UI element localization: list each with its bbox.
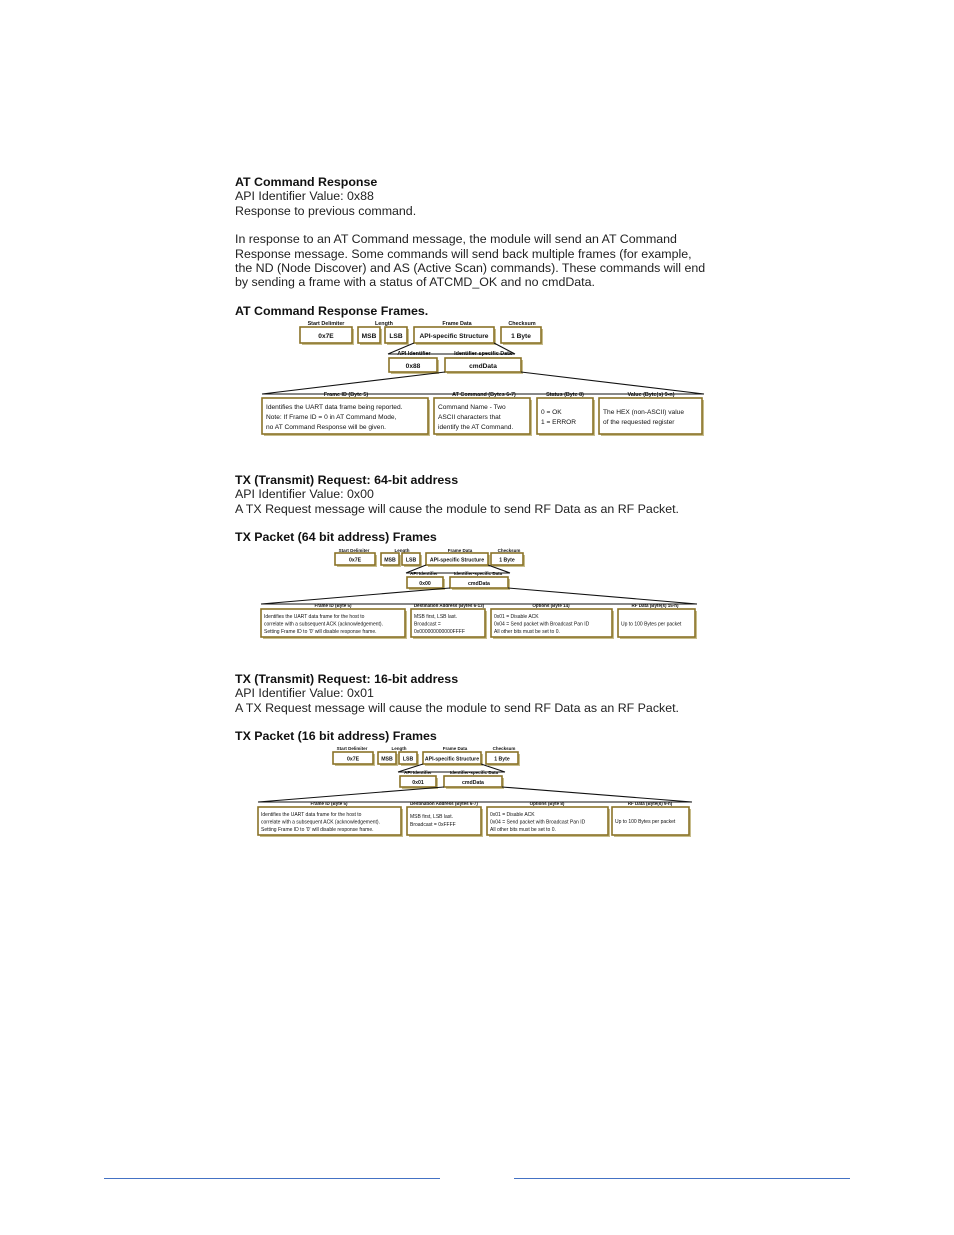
paragraph-line: In response to an AT Command message, the module will send an AT Command <box>235 232 677 247</box>
box-text: 0x7E <box>318 333 334 340</box>
field-destination-address <box>407 807 481 835</box>
label-start-delimiter: Start Delimiter <box>307 321 345 327</box>
field-line: Broadcast = <box>414 621 441 628</box>
label-identifier-specific-data: Identifier-specific Data <box>453 571 503 576</box>
box-text: LSB <box>405 557 417 564</box>
box-text: 0x01 <box>412 780 424 786</box>
field-line: Note: If Frame ID = 0 in AT Command Mode, <box>266 414 397 421</box>
section-subtitle: Response to previous command. <box>235 203 417 218</box>
field-line: Setting Frame ID to '0' will disable response frame. <box>261 827 374 833</box>
label-checksum: Checksum <box>497 548 521 553</box>
field-line: Broadcast = 0xFFFF <box>410 822 456 828</box>
box-text: MSB <box>384 557 396 564</box>
box-text: API-specific Structure <box>429 557 485 564</box>
section-subtitle: A TX Request message will cause the module to send RF Data as an RF Packet. <box>235 700 679 715</box>
section-title: TX (Transmit) Request: 16-bit address <box>235 672 459 686</box>
box-text: 0x00 <box>419 581 431 587</box>
footer-rule-right <box>514 1178 850 1179</box>
label-identifier-specific-data: Identifier-specific Data <box>449 770 499 775</box>
field-line: Setting Frame ID to '0' will disable response frame. <box>264 629 377 635</box>
field-line: Identifies the UART data frame for the host to <box>264 614 365 620</box>
field-line: Identifies the UART data frame being reported. <box>266 404 403 411</box>
label-start-delimiter: Start Delimiter <box>338 548 370 553</box>
section-subtitle: A TX Request message will cause the module to send RF Data as an RF Packet. <box>235 501 679 516</box>
label-rf-data: RF Data (Byte(s) 15-n) <box>631 603 679 608</box>
field-line: 0x04 = Send packet with Broadcast Pan ID <box>494 621 590 628</box>
label-api-identifier: API Identifier <box>410 571 438 576</box>
field-line: 0x01 = Disable ACK <box>490 812 535 818</box>
label-frame-id: Frame ID (Byte 5) <box>310 801 348 806</box>
box-text: cmdData <box>469 363 497 370</box>
label-frame-data: Frame Data <box>442 746 468 751</box>
box-text: 0x7E <box>348 557 362 564</box>
box-text: MSB <box>361 333 377 340</box>
frames-heading: TX Packet (64 bit address) Frames <box>235 530 437 544</box>
box-text: 1 Byte <box>499 557 515 564</box>
label-length: Length <box>391 746 407 751</box>
api-identifier-value: API Identifier Value: 0x00 <box>235 487 374 502</box>
label-identifier-specific-data: Identifier-specific Data <box>454 351 512 357</box>
diagram-at-command-response <box>262 321 704 436</box>
label-options: Options (Byte 8) <box>529 801 565 806</box>
frames-heading: AT Command Response Frames. <box>235 304 429 318</box>
field-line: Up to 100 Bytes per packet <box>615 819 676 825</box>
field-line: MSB first, LSB last. <box>410 814 454 820</box>
paragraph-line: by sending a frame with a status of ATCMD_OK and no cmdData. <box>235 275 595 290</box>
field-line: All other bits must be set to 0. <box>494 629 560 635</box>
field-line: no AT Command Response will be given. <box>266 424 386 431</box>
field-line: MSB first, LSB last. <box>414 614 458 620</box>
api-identifier-value: API Identifier Value: 0x01 <box>235 686 374 701</box>
label-frame-id: Frame ID (Byte 5) <box>323 392 369 398</box>
field-line: ASCII characters that <box>438 414 501 421</box>
box-text: LSB <box>389 333 403 340</box>
frames-heading: TX Packet (16 bit address) Frames <box>235 729 437 743</box>
field-line: Command Name - Two <box>438 404 506 411</box>
diagram-tx-64bit <box>261 548 697 639</box>
label-length: Length <box>375 321 393 327</box>
label-start-delimiter: Start Delimiter <box>336 746 368 751</box>
api-identifier-value: API Identifier Value: 0x88 <box>235 189 374 204</box>
box-text: cmdData <box>468 581 490 587</box>
label-rf-data: RF Data (Byte(s) 9-n) <box>627 801 673 806</box>
field-value <box>599 398 702 434</box>
label-checksum: Checksum <box>492 746 516 751</box>
field-line: identify the AT Command. <box>438 424 514 431</box>
label-frame-data: Frame Data <box>447 548 473 553</box>
box-text: 1 Byte <box>494 756 510 763</box>
field-status <box>537 398 593 434</box>
box-text: API-specific Structure <box>419 333 489 340</box>
box-text: 0x7E <box>346 756 360 763</box>
box-text: MSB <box>381 756 393 763</box>
field-line: 0x01 = Disable ACK <box>494 614 539 620</box>
box-text: 1 Byte <box>511 333 531 340</box>
box-text: LSB <box>402 756 414 763</box>
paragraph-line: the ND (Node Discover) and AS (Active Scan) commands). These commands will end <box>235 261 706 276</box>
label-options: Options (Byte 14) <box>532 603 570 608</box>
box-text: 0x88 <box>405 363 421 370</box>
label-frame-id: Frame ID (Byte 5) <box>314 603 352 608</box>
section-title: TX (Transmit) Request: 64-bit address <box>235 473 459 487</box>
field-line: correlate with a subsequent ACK (acknowledgement). <box>261 819 380 826</box>
field-line: All other bits must be set to 0. <box>490 827 556 833</box>
box-text: cmdData <box>462 780 484 786</box>
field-line: 0x000000000000FFFF <box>414 629 465 635</box>
label-api-identifier: API Identifier <box>397 351 431 357</box>
field-line: 0 = OK <box>541 409 562 416</box>
paragraph-line: Response message. Some commands will send back multiple frames (for example, <box>235 246 692 261</box>
label-api-identifier: API Identifier <box>404 770 432 775</box>
label-destination-address: Destination Address (Bytes 6-13) <box>413 603 485 608</box>
label-checksum: Checksum <box>508 321 536 327</box>
label-status: Status (Byte 8) <box>546 392 584 398</box>
field-line: The HEX (non-ASCII) value <box>603 409 684 416</box>
field-line: correlate with a subsequent ACK (acknowledgement). <box>264 621 383 628</box>
diagram-tx-16bit <box>258 746 692 837</box>
field-line: 1 = ERROR <box>541 419 576 426</box>
field-line: of the requested register <box>603 419 675 426</box>
label-frame-data: Frame Data <box>442 321 472 327</box>
label-value: Value (Byte(s) 9-n) <box>627 392 675 398</box>
field-line: 0x04 = Send packet with Broadcast Pan ID <box>490 819 586 826</box>
section-title: AT Command Response <box>235 175 378 189</box>
box-text: API-specific Structure <box>424 756 480 763</box>
label-length: Length <box>394 548 410 553</box>
field-line: Up to 100 Bytes per packet <box>621 621 682 628</box>
footer-rule-left <box>104 1178 440 1179</box>
label-destination-address: Destination Address (Bytes 6-7) <box>410 801 478 806</box>
field-line: Identifies the UART data frame for the host to <box>261 812 362 818</box>
label-at-command: AT Command (Bytes 6-7) <box>452 392 516 398</box>
